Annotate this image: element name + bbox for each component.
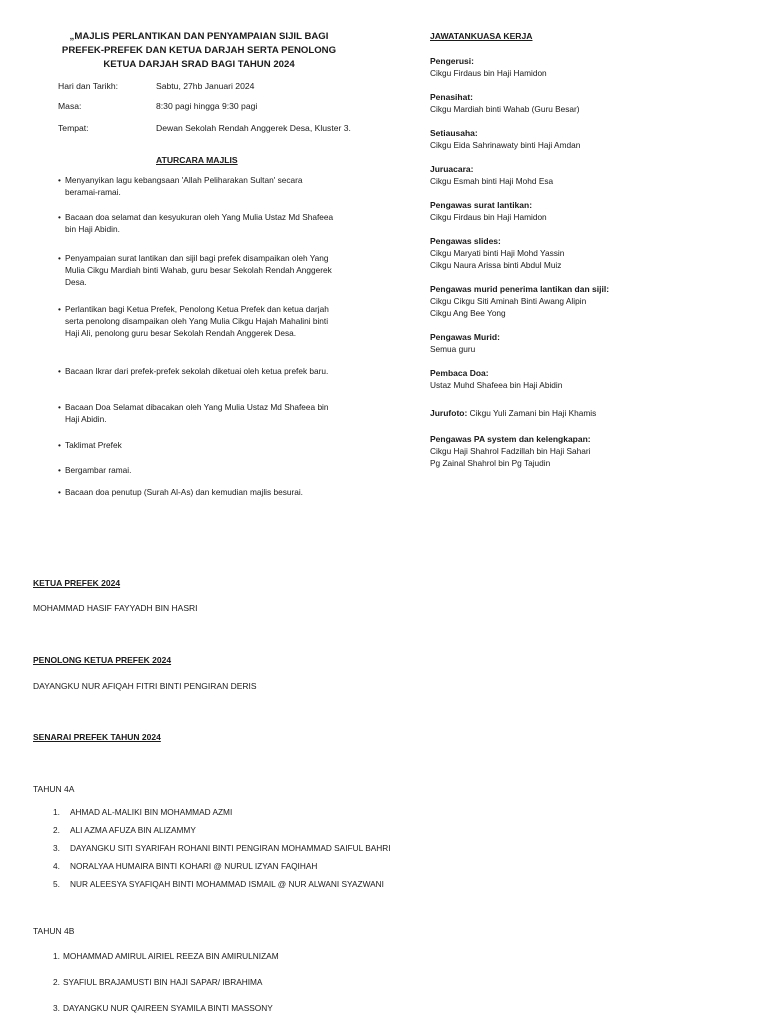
bullet-icon: • (58, 253, 61, 263)
bullet-icon: • (58, 440, 61, 450)
role-label: Pembaca Doa: (430, 368, 489, 378)
head-prefect-name: MOHAMMAD HASIF FAYYADH BIN HASRI (33, 603, 198, 613)
item-number: 2. (53, 825, 60, 835)
class-4b-label: TAHUN 4B (33, 926, 75, 936)
role-name: Cikgu Mardiah binti Wahab (Guru Besar) (430, 104, 580, 114)
role-name: Cikgu Maryati binti Haji Mohd Yassin (430, 248, 565, 258)
role-name: Cikgu Cikgu Siti Aminah Binti Awang Alipin (430, 296, 587, 306)
item-name: NORALYAA HUMAIRA BINTI KOHARI @ NURUL IZYAN FAQIHAH (70, 861, 318, 871)
list-item (33, 950, 733, 976)
role-label: Pengawas slides: (430, 236, 501, 246)
item-number: 2. (53, 977, 60, 987)
programme-item-text: Bergambar ramai. (65, 465, 132, 475)
programme-list (58, 174, 336, 500)
item-name: DAYANGKU NUR QAIREEN SYAMILA BINTI MASSONY (63, 1003, 273, 1013)
list-item (33, 1002, 733, 1028)
committee-role (430, 91, 730, 115)
role-name: Pg Zainal Shahrol bin Pg Tajudin (430, 458, 551, 468)
role-name: Cikgu Esmah binti Haji Mohd Esa (430, 176, 554, 186)
committee-role (430, 163, 730, 187)
role-label: Pengawas Murid: (430, 332, 500, 342)
list-item (33, 842, 733, 860)
committee-role (430, 199, 730, 223)
committee-role (430, 127, 730, 151)
item-name: SYAFIUL BRAJAMUSTI BIN HAJI SAPAR/ IBRAHIMA (63, 977, 263, 987)
role-name: Cikgu Firdaus bin Haji Hamidon (430, 212, 547, 222)
class-4a-list (33, 806, 733, 896)
role-label: Penasihat: (430, 92, 473, 102)
bullet-icon: • (58, 304, 61, 314)
list-item (33, 976, 733, 1002)
committee-role (430, 433, 730, 469)
programme-item (58, 439, 336, 464)
committee-role (430, 283, 730, 319)
item-number: 1. (53, 951, 60, 961)
committee-role (430, 235, 730, 271)
programme-item (58, 365, 336, 401)
date-value: Sabtu, 27hb Januari 2024 (156, 81, 255, 91)
bullet-icon: • (58, 402, 61, 412)
programme-item (58, 464, 336, 486)
role-name: Cikgu Eida Sahrinawaty binti Haji Amdan (430, 140, 581, 150)
document-title: „MAJLIS PERLANTIKAN DAN PENYAMPAIAN SIJIL BAGI PREFEK-PREFEK DAN KETUA DARJAH SERTA PENOLONG KETUA DARJAH SRAD BAGI TAHUN 2024 (61, 31, 337, 70)
role-label: Pengerusi: (430, 56, 474, 66)
committee-heading: JAWATANKUASA KERJA (430, 31, 533, 41)
class-4b-list (33, 950, 733, 1028)
bullet-icon: • (58, 366, 61, 376)
role-label: Pengawas PA system dan kelengkapan: (430, 434, 591, 444)
deputy-prefect-name: DAYANGKU NUR AFIQAH FITRI BINTI PENGIRAN DERIS (33, 681, 257, 691)
item-name: ALI AZMA AFUZA BIN ALIZAMMY (70, 825, 196, 835)
role-name: Ustaz Muhd Shafeea bin Haji Abidin (430, 380, 563, 390)
programme-item-text: Bacaan Doa Selamat dibacakan oleh Yang Mulia Ustaz Md Shafeea bin Haji Abidin. (65, 402, 329, 424)
programme-heading: ATURCARA MAJLIS (156, 155, 238, 165)
role-label: Jurufoto: (430, 408, 468, 418)
programme-item (58, 211, 336, 252)
programme-item (58, 174, 336, 211)
bullet-icon: • (58, 487, 61, 497)
programme-item-text: Bacaan doa selamat dan kesyukuran oleh Yang Mulia Ustaz Md Shafeea bin Haji Abidin. (65, 212, 334, 234)
programme-item-text: Taklimat Prefek (65, 440, 122, 450)
programme-item-text: Perlantikan bagi Ketua Prefek, Penolong Ketua Prefek dan ketua darjah serta penolong disampaikan oleh Yang Mulia Cikgu Hajah Mahalini binti Haji Ali, penolong guru besar Sekolah Rendah Anggerek Desa. (65, 304, 329, 338)
list-item (33, 806, 733, 824)
item-number: 5. (53, 879, 60, 889)
programme-item-text: Bacaan doa penutup (Surah Al-As) dan kemudian majlis besurai. (65, 487, 303, 497)
item-number: 1. (53, 807, 60, 817)
committee-role (430, 55, 730, 79)
head-prefect-heading: KETUA PREFEK 2024 (33, 578, 121, 588)
list-item (33, 878, 733, 896)
role-name: Cikgu Haji Shahrol Fadzillah bin Haji Sahari (430, 446, 591, 456)
time-label: Masa: (58, 101, 82, 111)
item-name: MOHAMMAD AMIRUL AIRIEL REEZA BIN AMIRULNIZAM (63, 951, 279, 961)
role-name: Cikgu Ang Bee Yong (430, 308, 506, 318)
programme-item-text: Bacaan Ikrar dari prefek-prefek sekolah diketuai oleh ketua prefek baru. (65, 366, 329, 376)
role-name: Cikgu Yuli Zamani bin Haji Khamis (467, 408, 597, 418)
item-name: NUR ALEESYA SYAFIQAH BINTI MOHAMMAD ISMAIL @ NUR ALWANI SYAZWANI (70, 879, 384, 889)
programme-item-text: Menyanyikan lagu kebangsaan 'Allah Peliharakan Sultan' secara beramai-ramai. (65, 175, 303, 197)
bullet-icon: • (58, 465, 61, 475)
prefect-list-heading: SENARAI PREFEK TAHUN 2024 (33, 732, 161, 742)
role-label: Juruacara: (430, 164, 474, 174)
role-label: Setiausaha: (430, 128, 478, 138)
programme-item (58, 486, 336, 500)
item-number: 4. (53, 861, 60, 871)
role-name: Semua guru (430, 344, 476, 354)
list-item (33, 860, 733, 878)
list-item (33, 824, 733, 842)
item-number: 3. (53, 1003, 60, 1013)
programme-item-text: Penyampaian surat lantikan dan sijil bagi prefek disampaikan oleh Yang Mulia Cikgu Mardiah binti Wahab, guru besar Sekolah Rendah Anggerek Desa. (65, 253, 332, 287)
programme-item (58, 401, 336, 439)
programme-item (58, 303, 336, 365)
programme-item (58, 252, 336, 303)
committee-section (430, 30, 730, 481)
bullet-icon: • (58, 175, 61, 185)
time-value: 8:30 pagi hingga 9:30 pagi (156, 101, 258, 111)
place-value: Dewan Sekolah Rendah Anggerek Desa, Kluster 3. (156, 123, 351, 133)
item-name: DAYANGKU SITI SYARIFAH ROHANI BINTI PENGIRAN MOHAMMAD SAIFUL BAHRI (70, 843, 391, 853)
committee-role-photographer (430, 403, 730, 421)
bullet-icon: • (58, 212, 61, 222)
deputy-prefect-heading: PENOLONG KETUA PREFEK 2024 (33, 655, 172, 665)
role-label: Pengawas surat lantikan: (430, 200, 533, 210)
date-label: Hari dan Tarikh: (58, 81, 119, 91)
class-4a-label: TAHUN 4A (33, 784, 75, 794)
place-label: Tempat: (58, 123, 89, 133)
item-number: 3. (53, 843, 60, 853)
role-name: Cikgu Firdaus bin Haji Hamidon (430, 68, 547, 78)
role-label: Pengawas murid penerima lantikan dan sijil: (430, 284, 610, 294)
committee-role (430, 367, 730, 391)
committee-role (430, 331, 730, 355)
role-name: Cikgu Naura Arissa binti Abdul Muiz (430, 260, 562, 270)
item-name: AHMAD AL-MALIKI BIN MOHAMMAD AZMI (70, 807, 233, 817)
